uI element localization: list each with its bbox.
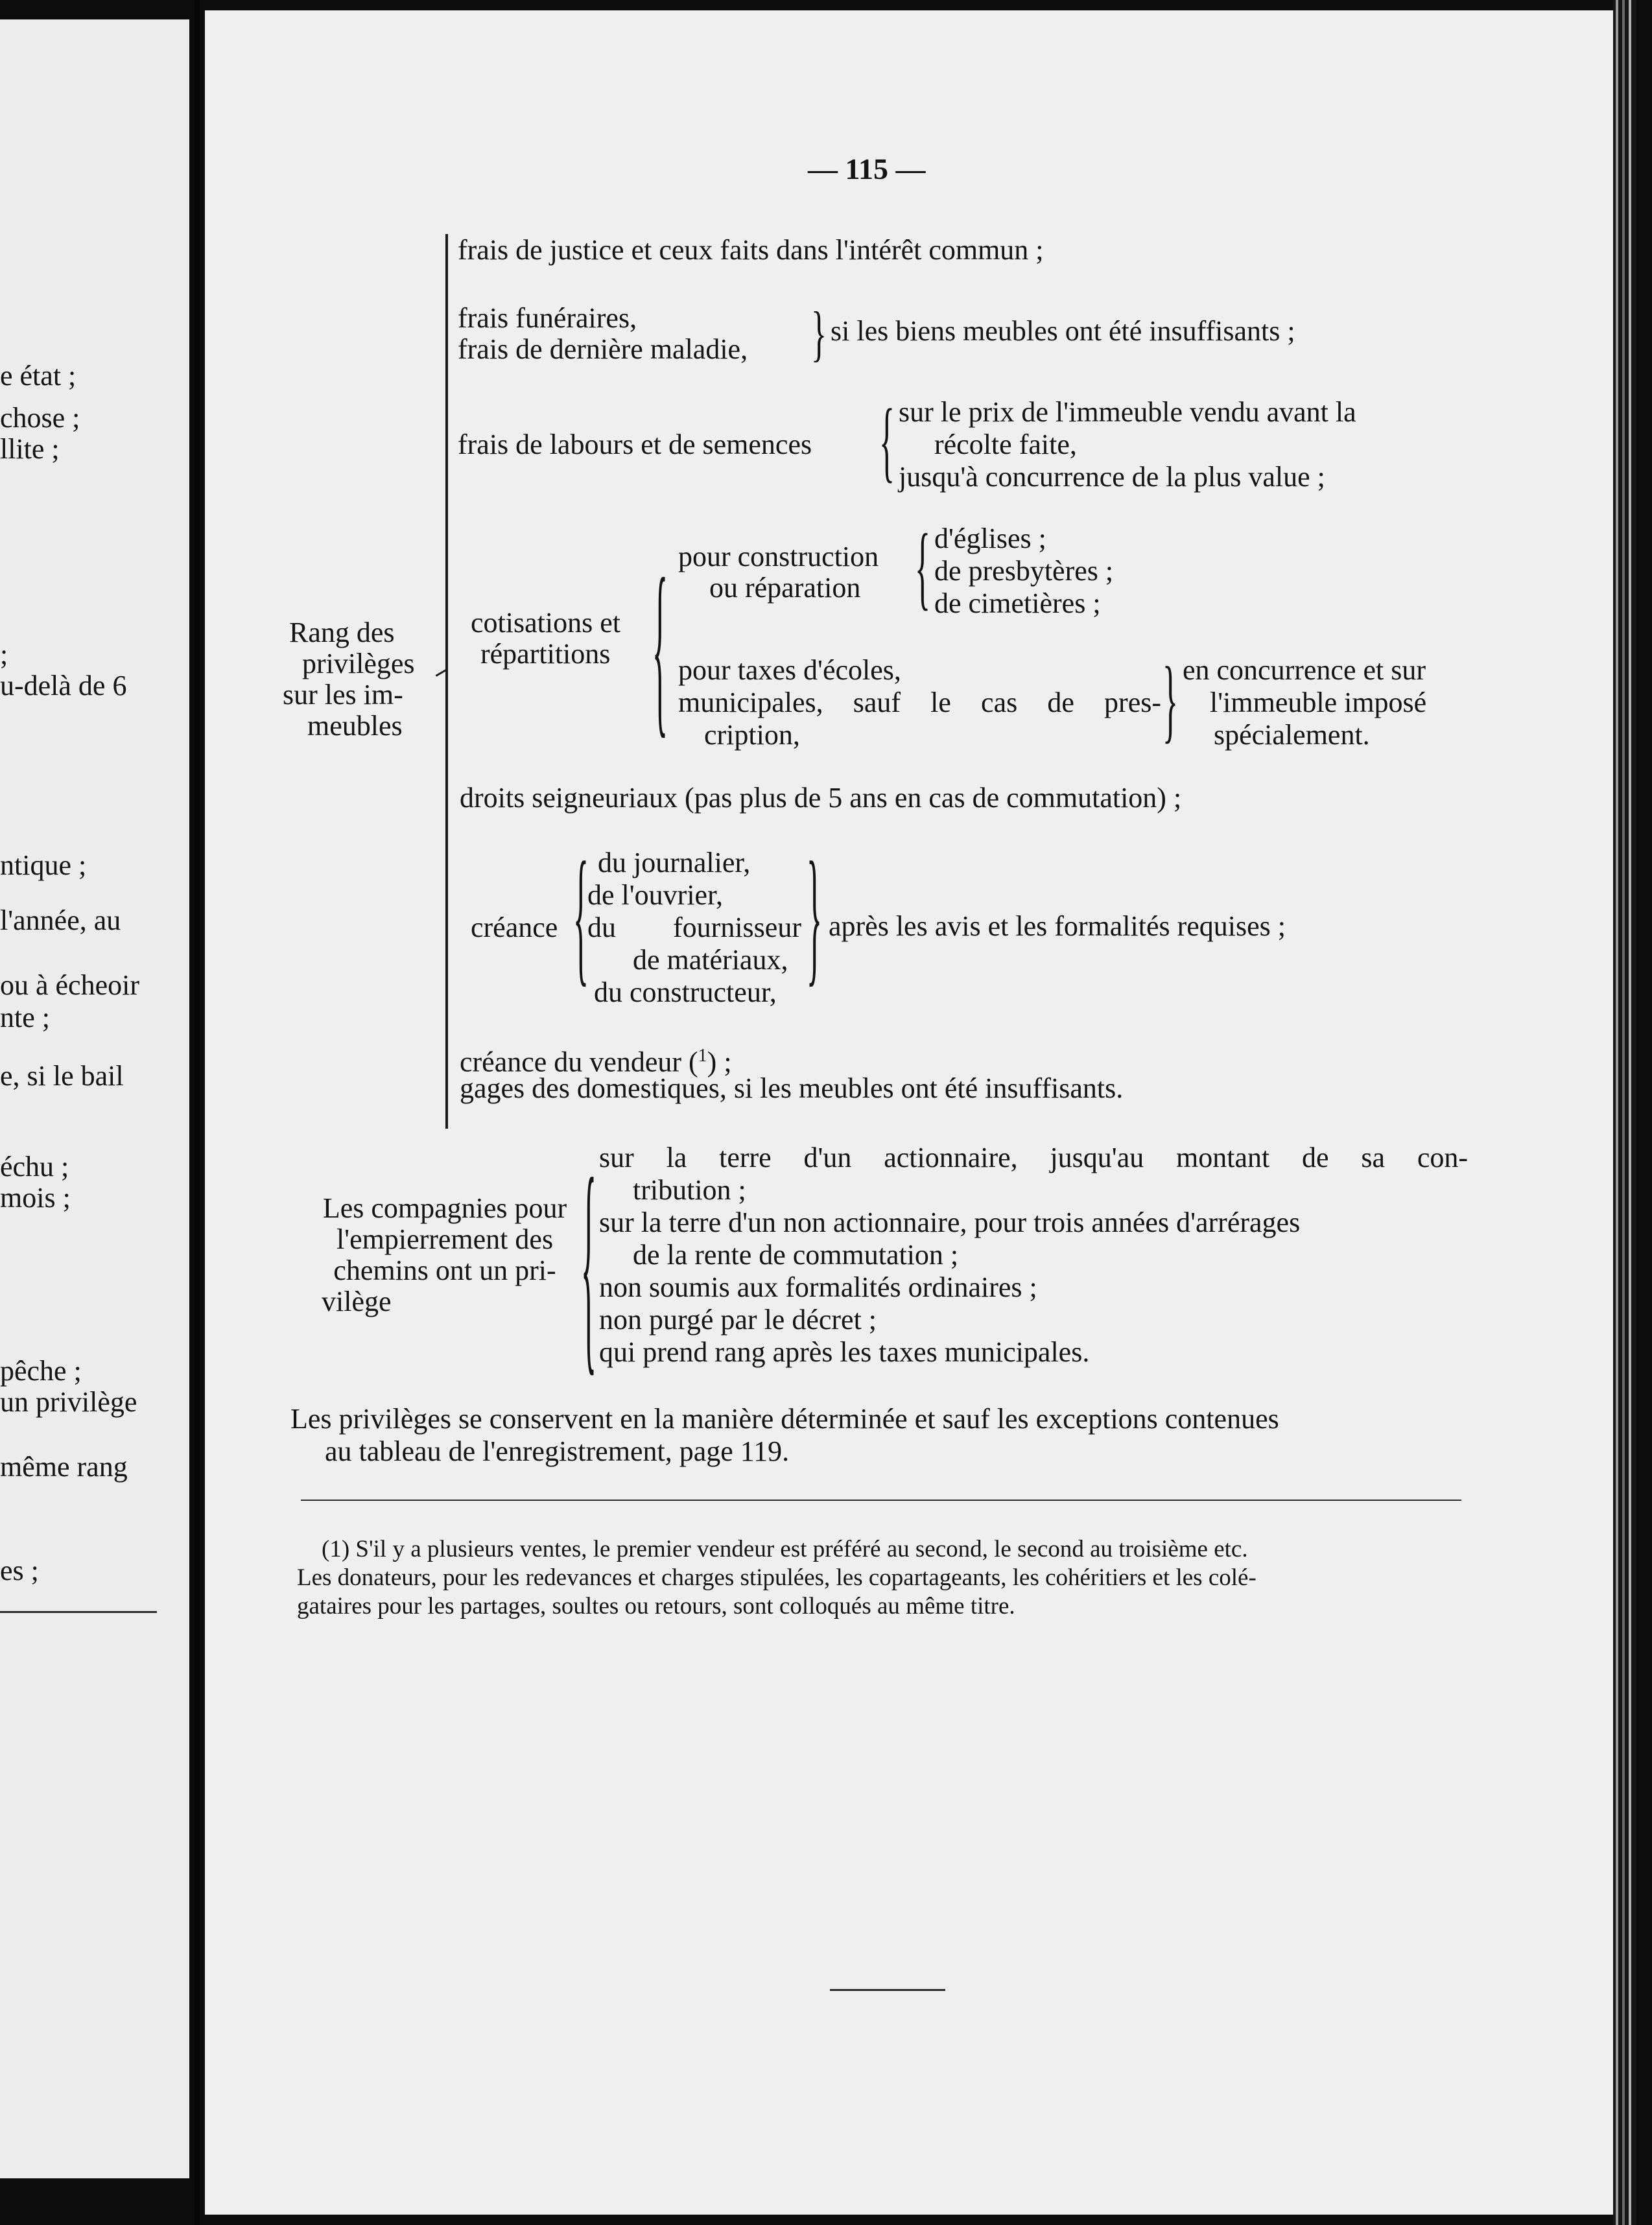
funeraires-condition: si les biens meubles ont été insuffisants ;: [831, 315, 1295, 347]
compagnies-item: sur la terre d'un non actionnaire, pour trois années d'arrérages: [599, 1207, 1301, 1238]
left-fragment: un privilège: [0, 1386, 137, 1418]
main-page: [205, 10, 1625, 2215]
right-edge: [1613, 0, 1636, 2225]
left-fragment: pêche ;: [0, 1355, 82, 1387]
compagnies-label: vilège: [322, 1286, 392, 1317]
rang-line-justice: frais de justice et ceux faits dans l'intérêt commun ;: [458, 234, 1044, 266]
compagnies-item: non soumis aux formalités ordinaires ;: [599, 1271, 1037, 1303]
cotisations-label: répartitions: [480, 638, 611, 670]
creance-item: de matériaux,: [633, 944, 788, 976]
labours-cond: récolte faite,: [934, 429, 1077, 460]
main-brace-line: [445, 234, 448, 1129]
cotisations-label: cotisations et: [471, 607, 620, 639]
construction-label: ou réparation: [709, 572, 861, 604]
compagnies-label: l'empierrement des: [336, 1223, 554, 1255]
footnote-line: Les donateurs, pour les redevances et charges stipulées, les copartageants, les cohéritiers et les colé-: [297, 1564, 1257, 1591]
end-rule: [830, 1989, 945, 1991]
rang-label: sur les im-: [283, 679, 403, 711]
gages-line: gages des domestiques, si les meubles ont été insuffisants.: [460, 1072, 1124, 1104]
construction-item: de presbytères ;: [934, 555, 1114, 587]
left-fragment: échu ;: [0, 1151, 69, 1183]
left-rule: [0, 1611, 157, 1613]
construction-item: d'églises ;: [934, 523, 1046, 554]
left-fragment: u-delà de 6: [0, 670, 127, 701]
left-fragment: même rang: [0, 1451, 128, 1483]
rang-label: Rang des: [289, 617, 395, 648]
footnote-line: gataires pour les partages, soultes ou retours, sont colloqués au même titre.: [297, 1593, 1015, 1619]
footnote-line: (1) S'il y a plusieurs ventes, le premier vendeur est préféré au second, le second au troisième etc.: [322, 1536, 1248, 1562]
left-fragment: ;: [0, 639, 8, 670]
creance-label: créance: [471, 912, 558, 943]
compagnies-item: sur la terre d'un actionnaire, jusqu'au montant de sa con-: [599, 1142, 1468, 1173]
creance-item: du constructeur,: [594, 976, 777, 1008]
open-brace-icon: {: [652, 537, 668, 755]
left-fragment: ntique ;: [0, 849, 87, 881]
construction-label: pour construction: [678, 541, 879, 572]
funeraires-line: frais funéraires,: [458, 302, 637, 334]
open-brace-icon: {: [879, 389, 895, 491]
open-brace-icon: {: [581, 1127, 596, 1396]
droits-line: droits seigneuriaux (pas plus de 5 ans en cas de commutation) ;: [460, 782, 1182, 814]
creance-item: du fournisseur: [587, 912, 801, 943]
construction-item: de cimetières ;: [934, 587, 1101, 619]
taxes-line: municipales, sauf le cas de pres-: [678, 687, 1161, 718]
compagnies-item: non purgé par le décret ;: [599, 1304, 877, 1336]
labours-cond: sur le prix de l'immeuble vendu avant la: [899, 396, 1356, 428]
vendeur-text: créance du vendeur (: [460, 1046, 698, 1078]
compagnies-item: tribution ;: [633, 1174, 746, 1206]
left-fragment: nte ;: [0, 1002, 50, 1033]
taxes-line: pour taxes d'écoles,: [678, 654, 901, 686]
left-fragment: ou à écheoir: [0, 969, 139, 1001]
open-brace-icon: {: [573, 829, 589, 1000]
maladie-line: frais de dernière maladie,: [458, 333, 748, 365]
taxes-condition: en concurrence et sur: [1183, 654, 1426, 686]
taxes-condition: l'immeuble imposé: [1210, 687, 1427, 718]
left-fragment: e état ;: [0, 360, 77, 392]
creance-item: du journalier,: [598, 847, 751, 878]
left-fragment: es ;: [0, 1555, 39, 1586]
conservation-line: Les privilèges se conservent en la manière déterminée et sauf les exceptions contenues: [290, 1403, 1279, 1435]
left-fragment: l'année, au: [0, 904, 121, 936]
gutter: [195, 0, 200, 2225]
creance-condition: après les avis et les formalités requises ;: [829, 910, 1286, 942]
close-brace-icon: }: [1162, 646, 1178, 752]
taxes-condition: spécialement.: [1214, 719, 1370, 751]
close-brace-icon: }: [807, 829, 822, 1000]
left-fragment: mois ;: [0, 1182, 71, 1214]
creance-item: de l'ouvrier,: [587, 879, 723, 911]
compagnies-label: chemins ont un pri-: [333, 1254, 556, 1286]
taxes-line: cription,: [704, 719, 800, 751]
footnote-rule: [301, 1500, 1461, 1501]
rang-label: meubles: [307, 710, 403, 742]
left-fragment: chose ;: [0, 402, 80, 434]
compagnies-item: de la rente de commutation ;: [633, 1239, 959, 1271]
labours-line: frais de labours et de semences: [458, 429, 812, 460]
compagnies-label: Les compagnies pour: [322, 1192, 567, 1224]
compagnies-item: qui prend rang après les taxes municipales.: [599, 1336, 1090, 1368]
open-brace-icon: {: [915, 513, 930, 619]
labours-cond: jusqu'à concurrence de la plus value ;: [899, 461, 1325, 493]
close-brace-icon: }: [811, 298, 827, 368]
page-number: — 115 —: [808, 152, 926, 185]
left-fragment: llite ;: [0, 433, 60, 465]
conservation-line: au tableau de l'enregistrement, page 119.: [325, 1435, 790, 1467]
left-page: [0, 19, 189, 2178]
footnote-ref[interactable]: 1: [698, 1046, 707, 1066]
rang-label: privilèges: [302, 648, 415, 679]
vendeur-end: ) ;: [707, 1046, 732, 1078]
left-fragment: e, si le bail: [0, 1060, 124, 1092]
